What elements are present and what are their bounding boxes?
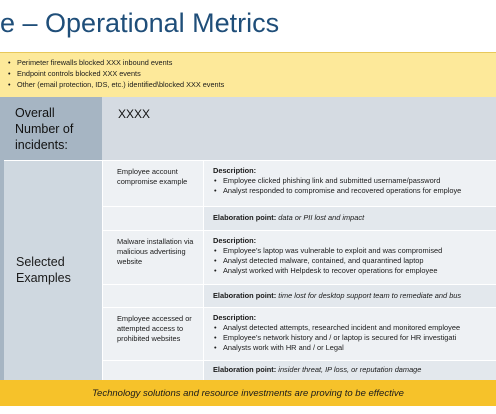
example-description (204, 161, 496, 206)
elaboration-heading: Elaboration point: (213, 365, 277, 374)
description-item: • Analyst worked with Helpdesk to recover operations for employee (213, 266, 496, 276)
description-item: • Employee clicked phishing link and submitted username/password (213, 176, 496, 186)
summary-box (0, 52, 496, 98)
example-name-spacer (103, 207, 203, 230)
description-item: • Analysts work with HR and / or Legal (213, 343, 496, 353)
example-name: Malware installation via malicious advertising website (103, 231, 203, 284)
description-item: • Analyst responded to compromise and recovered operations for employe (213, 186, 496, 196)
example-name-spacer (103, 285, 203, 307)
footer-banner: Technology solutions and resource investments are proving to be effective (0, 380, 496, 406)
slide-title: e – Operational Metrics (0, 8, 280, 38)
summary-list (0, 53, 496, 90)
overall-value: XXXX (118, 107, 151, 121)
summary-bullet: • Perimeter firewalls blocked XXX inbound events (5, 57, 496, 68)
description-list (213, 176, 496, 196)
elaboration-text: data or PII lost and impact (278, 213, 365, 222)
description-heading: Description: (213, 236, 257, 245)
description-heading: Description: (213, 166, 257, 175)
example-name: Employee accessed or attempted access to prohibited websites (103, 308, 203, 360)
example-description (204, 231, 496, 284)
summary-bullet: • Other (email protection, IDS, etc.) identified\blocked XXX events (5, 79, 496, 90)
example-name: Employee account compromise example (103, 161, 203, 206)
description-list (213, 323, 496, 353)
description-item: • Employee’s network history and / or laptop is secured for HR investigati (213, 333, 496, 343)
elaboration-text: insider threat, IP loss, or reputation damage (278, 365, 422, 374)
description-item: • Analyst detected malware, contained, and quarantined laptop (213, 256, 496, 266)
elaboration-heading: Elaboration point: (213, 213, 277, 222)
overall-label: Overall Number of incidents: (4, 97, 102, 160)
description-heading: Description: (213, 313, 257, 322)
example-elaboration (204, 361, 496, 380)
summary-bullet: • Endpoint controls blocked XXX events (5, 68, 496, 79)
example-description (204, 308, 496, 360)
example-elaboration (204, 207, 496, 230)
description-list (213, 246, 496, 276)
elaboration-heading: Elaboration point: (213, 291, 277, 300)
description-item: • Analyst detected attempts, researched incident and monitored employee (213, 323, 496, 333)
selected-examples-label: Selected Examples (4, 161, 102, 380)
description-item: • Employee’s laptop was vulnerable to exploit and was compromised (213, 246, 496, 256)
example-name-spacer (103, 361, 203, 380)
example-elaboration (204, 285, 496, 307)
elaboration-text: time lost for desktop support team to remediate and bus (278, 291, 462, 300)
